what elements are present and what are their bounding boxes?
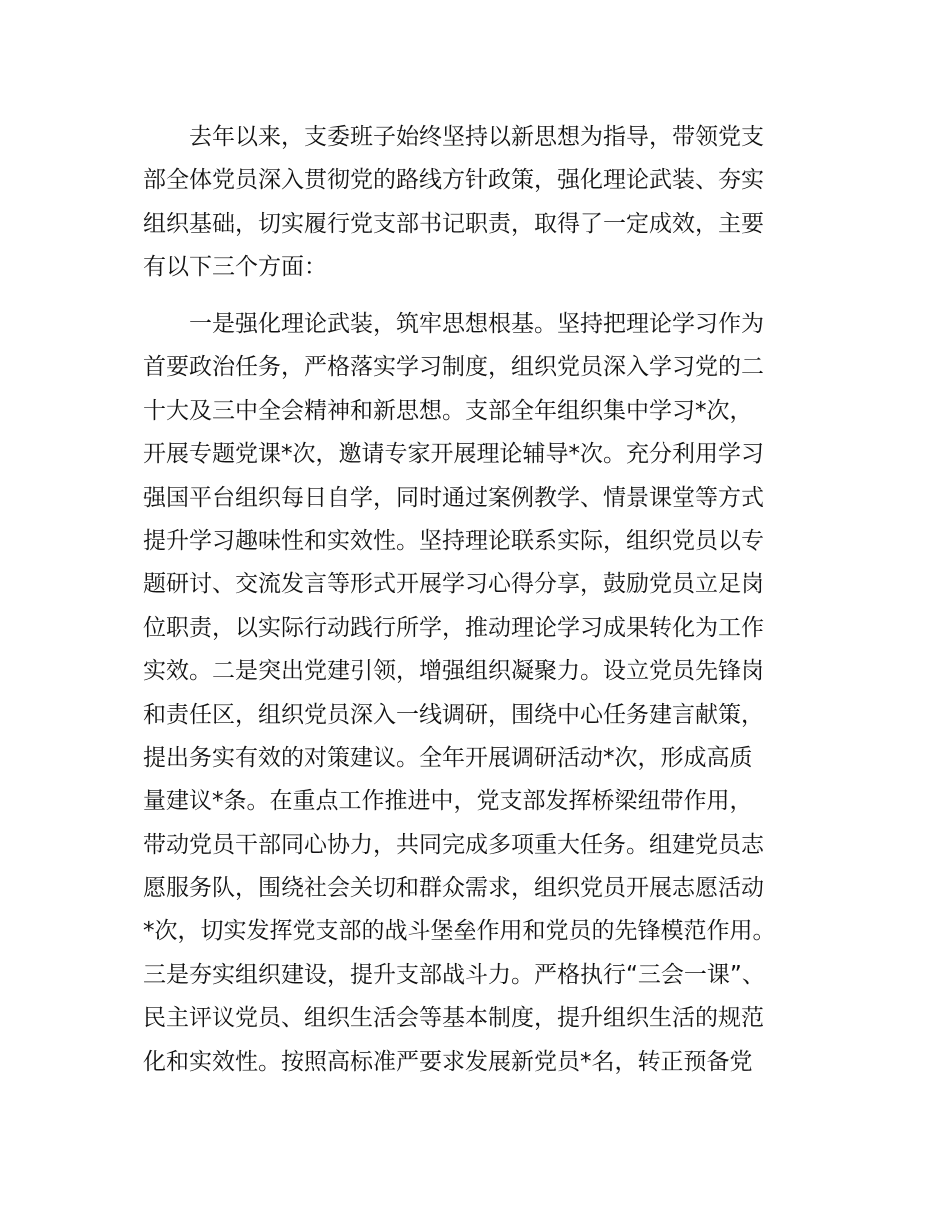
text-line: 去年以来，支委班子始终坚持以新思想为指导，带领党支 [143,124,764,150]
text-line: 十大及三中全会精神和新思想。支部全年组织集中学习*次， [143,397,753,424]
text-line: *次，切实发挥党支部的战斗堡垒作用和党员的先锋模范作用。 [143,918,776,945]
text-line: 民主评议党员、组织生活会等基本制度，提升组织生活的规范 [143,1005,764,1032]
text-line: 实效。二是突出党建引领，增强组织凝聚力。设立党员先锋岗 [143,658,764,685]
text-line: 题研讨、交流发言等形式开展学习心得分享，鼓励党员立足岗 [143,571,764,598]
text-line: 三是夯实组织建设，提升支部战斗力。严格执行“三会一课”、 [143,961,765,988]
text-line: 提出务实有效的对策建议。全年开展调研活动*次，形成高质 [143,744,753,771]
text-line: 组织基础，切实履行党支部书记职责，取得了一定成效，主要 [143,210,764,237]
text-line: 愿服务队，围绕社会关切和群众需求，组织党员开展志愿活动 [143,875,764,902]
text-line: 位职责，以实际行动践行所学，推动理论学习成果转化为工作 [143,614,764,641]
text-line: 提升学习趣味性和实效性。坚持理论联系实际，组织党员以专 [143,527,764,554]
text-line: 开展专题党课*次，邀请专家开展理论辅导*次。充分利用学习 [143,441,764,468]
text-line: 和责任区，组织党员深入一线调研，围绕中心任务建言献策， [143,701,764,728]
text-line: 化和实效性。按照高标准严要求发展新党员*名，转正预备党 [143,1048,753,1075]
text-line: 部全体党员深入贯彻党的路线方针政策，强化理论武装、夯实 [143,167,764,194]
text-line: 首要政治任务，严格落实学习制度，组织党员深入学习党的二 [143,354,764,381]
text-line: 量建议*条。在重点工作推进中，党支部发挥桥梁纽带作用， [143,788,753,815]
text-line: 带动党员干部同心协力，共同完成多项重大任务。组建党员志 [143,831,764,858]
paragraph-intro [143,116,823,290]
paragraph-body [143,303,823,1084]
text-line: 强国平台组织每日自学，同时通过案例教学、情景课堂等方式 [143,484,764,511]
text-line: 有以下三个方面： [143,254,327,281]
text-line: 一是强化理论武装，筑牢思想根基。坚持把理论学习作为 [143,311,764,337]
